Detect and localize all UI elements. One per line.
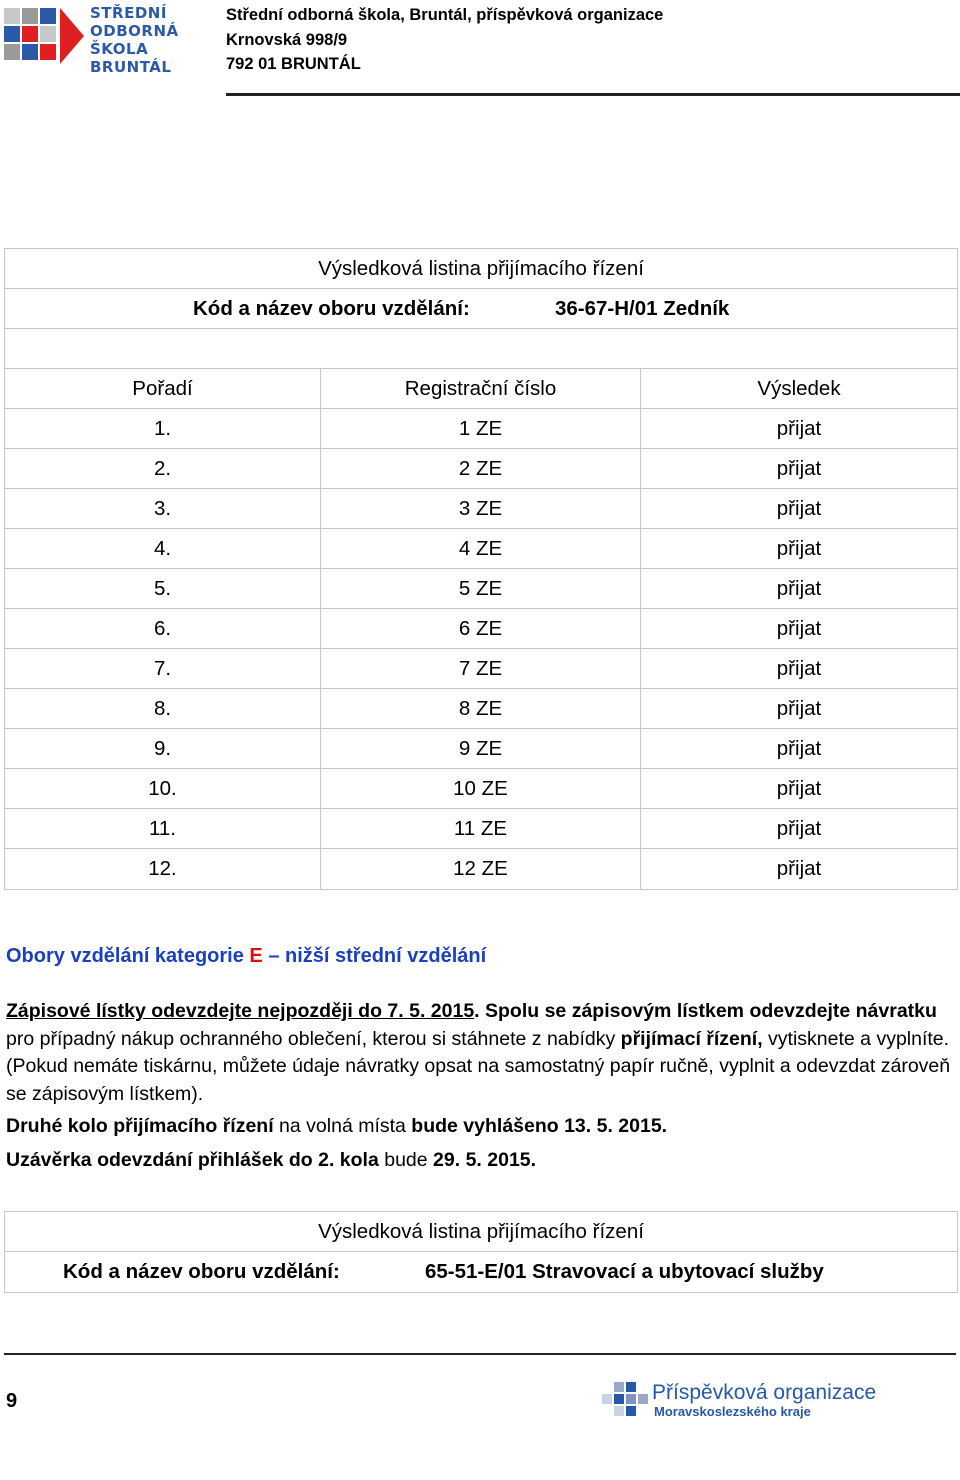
table-row	[5, 729, 957, 769]
table-row	[5, 569, 957, 609]
regional-org-subtitle: Moravskoslezského kraje	[654, 1404, 811, 1419]
table-row	[5, 769, 957, 809]
cell-result: přijat	[776, 696, 822, 720]
instructions-paragraph	[6, 998, 956, 1108]
cell-result: přijat	[776, 416, 822, 440]
cell-order: 5.	[5, 569, 321, 608]
category-heading-prefix: Obory vzdělání kategorie	[6, 945, 250, 967]
deadline-bold: Uzávěrka odevzdání přihlášek do 2. kola	[6, 1149, 379, 1171]
category-heading	[6, 945, 486, 968]
cell-reg-number: 11 ZE	[321, 809, 641, 848]
table-row	[5, 529, 957, 569]
cell-order: 2.	[5, 449, 321, 488]
cell-order: 1.	[5, 409, 321, 448]
school-logo	[0, 0, 200, 78]
school-city: 792 01 BRUNTÁL	[226, 55, 361, 73]
cell-reg-number: 12 ZE	[321, 849, 641, 889]
cell-result: přijat	[776, 857, 822, 880]
school-street: Krnovská 998/9	[226, 30, 348, 49]
cell-reg-number: 7 ZE	[321, 649, 641, 688]
cell-order: 10.	[5, 769, 321, 808]
cell-result: přijat	[776, 456, 822, 480]
cell-result: přijat	[776, 656, 822, 680]
col-header-order: Pořadí	[5, 369, 321, 408]
table-title: Výsledková listina přijímacího řízení	[318, 256, 644, 280]
cell-order: 6.	[5, 609, 321, 648]
cell-result: přijat	[776, 736, 822, 760]
cell-reg-number: 4 ZE	[321, 529, 641, 568]
school-logo-text	[90, 4, 179, 76]
table-row	[5, 489, 957, 529]
results-table-stravovaci	[4, 1211, 958, 1293]
cell-order: 7.	[5, 649, 321, 688]
category-letter: E	[249, 945, 263, 967]
cell-order: 12.	[5, 849, 321, 889]
logo-line: STŘEDNÍ	[90, 4, 167, 22]
instruction-text: pro případný nákup ochranného oblečení, kterou si stáhnete z nabídky	[6, 1027, 621, 1050]
category-heading-suffix: – nižší střední vzdělání	[262, 945, 487, 967]
field-code-label: Kód a název oboru vzdělání:	[193, 296, 470, 320]
second-round-date: bude vyhlášeno 13. 5. 2015.	[411, 1115, 668, 1137]
table-row	[5, 849, 957, 889]
cell-result: přijat	[776, 576, 822, 600]
field-code-row	[5, 289, 957, 329]
regional-org-title: Příspěvková organizace	[652, 1381, 877, 1404]
cell-order: 8.	[5, 689, 321, 728]
table-row	[5, 809, 957, 849]
instruction-text-2: vytisknete a vyplníte. (Pokud nemáte tiskárnu, můžete údaje návratky opsat na samostatný papír ručně, vyplnit a odevzdat zároveň se zápisovým lístkem).	[6, 1027, 951, 1105]
cell-reg-number: 1 ZE	[321, 409, 641, 448]
school-address	[226, 3, 663, 77]
instruction-bold: . Spolu se zápisovým lístkem odevzdejte návratku	[474, 1000, 937, 1022]
cell-reg-number: 8 ZE	[321, 689, 641, 728]
cell-result: přijat	[776, 496, 822, 520]
page-number: 9	[6, 1390, 18, 1412]
second-round-bold: Druhé kolo přijímacího řízení	[6, 1115, 274, 1137]
table-row	[5, 609, 957, 649]
cell-reg-number: 6 ZE	[321, 609, 641, 648]
field-code-value: 65-51-E/01 Stravovací a ubytovací služby	[425, 1260, 824, 1283]
cell-order: 3.	[5, 489, 321, 528]
table-title-row	[5, 249, 957, 289]
second-round-text: na volná místa	[273, 1115, 412, 1137]
empty-row	[5, 329, 957, 369]
school-name: Střední odborná škola, Bruntál, příspěvková organizace	[226, 6, 664, 24]
logo-line: ŠKOLA	[90, 40, 149, 58]
second-round-paragraph	[6, 1113, 956, 1141]
header-divider	[226, 93, 960, 96]
field-code-row	[5, 1252, 957, 1292]
col-header-result: Výsledek	[757, 376, 841, 400]
cell-order: 11.	[5, 809, 321, 848]
table-row	[5, 689, 957, 729]
cell-reg-number: 5 ZE	[321, 569, 641, 608]
deadline-date: 29. 5. 2015.	[433, 1149, 537, 1171]
results-table-zednik	[4, 248, 958, 890]
table-title-row	[5, 1212, 957, 1252]
table-row	[5, 449, 957, 489]
field-code-value: 36-67-H/01 Zedník	[555, 296, 730, 320]
cell-reg-number: 10 ZE	[321, 769, 641, 808]
cell-result: přijat	[776, 536, 822, 560]
table-row	[5, 649, 957, 689]
cell-reg-number: 9 ZE	[321, 729, 641, 768]
table-header-row	[5, 369, 957, 409]
cell-reg-number: 2 ZE	[321, 449, 641, 488]
cell-result: přijat	[776, 616, 822, 640]
footer-divider	[4, 1353, 956, 1355]
deadline-text-normal: bude	[378, 1149, 434, 1171]
cell-result: přijat	[776, 776, 822, 800]
logo-line: ODBORNÁ	[90, 22, 179, 40]
table-row	[5, 409, 957, 449]
cell-order: 9.	[5, 729, 321, 768]
school-logo-icon	[0, 0, 86, 74]
cell-result: přijat	[776, 816, 822, 840]
cell-reg-number: 3 ZE	[321, 489, 641, 528]
deadline-paragraph	[6, 1147, 956, 1175]
field-code-label: Kód a název oboru vzdělání:	[63, 1260, 340, 1283]
deadline-text: Zápisové lístky odevzdejte nejpozději do 7. 5. 2015	[6, 1000, 475, 1022]
logo-line: BRUNTÁL	[90, 58, 172, 76]
table-title: Výsledková listina přijímacího řízení	[318, 1219, 644, 1243]
cell-order: 4.	[5, 529, 321, 568]
instruction-bold-2: přijímací řízení,	[620, 1027, 763, 1050]
col-header-reg-number: Registrační číslo	[321, 369, 641, 408]
